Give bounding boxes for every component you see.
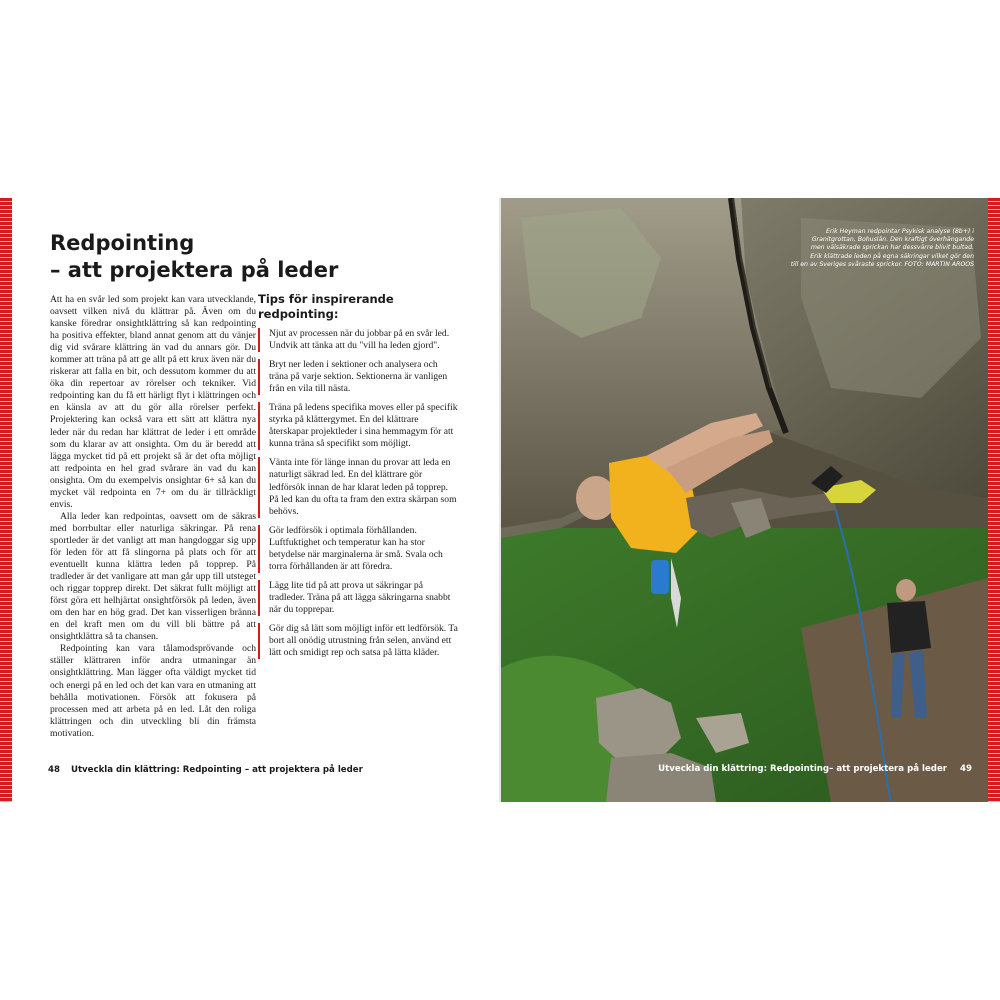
- chapter-title: [50, 230, 470, 284]
- caption-line: till en av Sveriges svåraste sprickor. FOTO: MARTIN AROOS: [790, 260, 974, 268]
- tip-item: Njut av processen när du jobbar på en svår led. Undvik att tänka att du "vill ha leden gjord".: [258, 328, 458, 352]
- tip-item: Gör ledförsök i optimala förhållanden. Luftfuktighet och temperatur kan ha stor betydelse när marginalerna är små. Svala och torra förhållanden är att föredra.: [258, 525, 458, 573]
- left-edge-stripe: [0, 198, 12, 802]
- tip-item: Träna på ledens specifika moves eller på specifik styrka på klättergymet. En del klättrare återskapar projektleder i sina hemmagym för att kunna träna så specifikt som möjligt.: [258, 402, 458, 450]
- running-footer-right: Utveckla din klättring: Redpointing– att projektera på leder: [658, 764, 948, 774]
- book-spread: [0, 198, 1000, 802]
- page-number-right: 49: [960, 764, 972, 774]
- body-paragraph: Redpointing kan vara tålamodsprövande och ställer klättraren inför andra utmaningar än onsightklättring. Man lägger ofta väldigt mycket tid och energi på en led och det kan vara en utmaning att behålla motivationen. Försök att fokusera på processen med att arbeta på en led. Låt den roliga klättringen och din utveckling bli din främsta motivation.: [50, 643, 256, 739]
- page-number-left: 48: [48, 765, 60, 775]
- chapter-title-line-2: – att projektera på leder: [50, 258, 339, 282]
- climbing-photo: [501, 198, 988, 802]
- right-edge-stripe: [988, 198, 1000, 802]
- photo-caption: [744, 228, 974, 269]
- caption-line: Erik klättrade leden på egna säkringar vilket gör den: [810, 252, 974, 260]
- caption-line: Granitgrottan, Bohuslän. Den kraftigt överhängande: [811, 236, 974, 244]
- caption-line: Erik Heyman redpointar Psykisk analyse (8b+) i: [825, 228, 974, 235]
- caption-line: men välsäkrade sprickan har dessvärre blivit bultad.: [810, 244, 974, 252]
- left-page: [12, 198, 499, 802]
- left-page-footer: [48, 765, 363, 775]
- tip-item: Vänta inte för länge innan du provar att leda en naturligt säkrad led. En del klättrare gör ledförsök innan de har klarat leden på topprep. På led kan du ofta ta fram den extra skärpan som behövs.: [258, 457, 458, 517]
- body-text-column: [50, 294, 256, 754]
- tip-item: Lägg lite tid på att prova ut säkringar på tradleder. Träna på att lägga säkringarna snabbt när du topprepar.: [258, 580, 458, 616]
- right-page: [501, 198, 988, 802]
- tips-box: [258, 292, 458, 692]
- body-paragraph: Att ha en svår led som projekt kan vara utvecklande, oavsett vilken nivå du klättrar på. Även om du kanske föredrar onsightklättring så kan redpointing ha positiva effekter, bland annat genom att du vänjer dig vid svårare klättring än vad du annars gör. Du kommer att träna på att ge allt på ett krux även när du riskerar att falla en bit, och dessutom kommer du att öka din repertoar av rörelser och tekniker. Vid redpointing kan du få ett härligt flyt i klättringen och en känsla av att du gör alla rörelser perfekt. Projektering kan också vara ett sätt att klättra nya leder när du redan har klättrat de leder i ett område som du klarar av att onsighta. Om du är beredd att lägga mycket tid på ett projekt så är det ofta möjligt att redpointa en hel grad svårare än vad du kan onsighta. Om du exempelvis onsightar 6+ så kan du mycket väl redpointa en 7+ om du är tillräckligt envis.: [50, 294, 256, 510]
- right-page-footer: [658, 764, 972, 774]
- chapter-title-line-1: Redpointing: [50, 231, 195, 255]
- tips-title: Tips för inspirerande redpointing:: [258, 292, 394, 321]
- tip-item: Gör dig så lätt som möjligt inför ett ledförsök. Ta bort all onödig utrustning från selen, använd ett lätt och smidigt rep och satsa på lätta kläder.: [258, 623, 458, 659]
- running-footer-left: Utveckla din klättring: Redpointing – att projektera på leder: [70, 765, 363, 775]
- body-paragraph: Alla leder kan redpointas, oavsett om de säkras med borrbultar eller naturliga säkringar. På rena sportleder är det vanligt att man hangdoggar sig upp för leden för att få slingorna på plats och för att eventuellt kunna klättra leden på topprep. På tradleder är det vanligare att man går upp till utsteget och riggar topprep direkt. Det säkrat fullt möjligt att först göra ett helhjärtat onsightförsök på leden, även om den har en hög grad. Det kan visserligen bränna en del kraft men om du vill bli bättre på att onsightklättra så ta chansen.: [50, 510, 256, 643]
- tip-item: Bryt ner leden i sektioner och analysera och träna på varje sektion. Sektionerna är vanligen från en vila till nästa.: [258, 359, 458, 395]
